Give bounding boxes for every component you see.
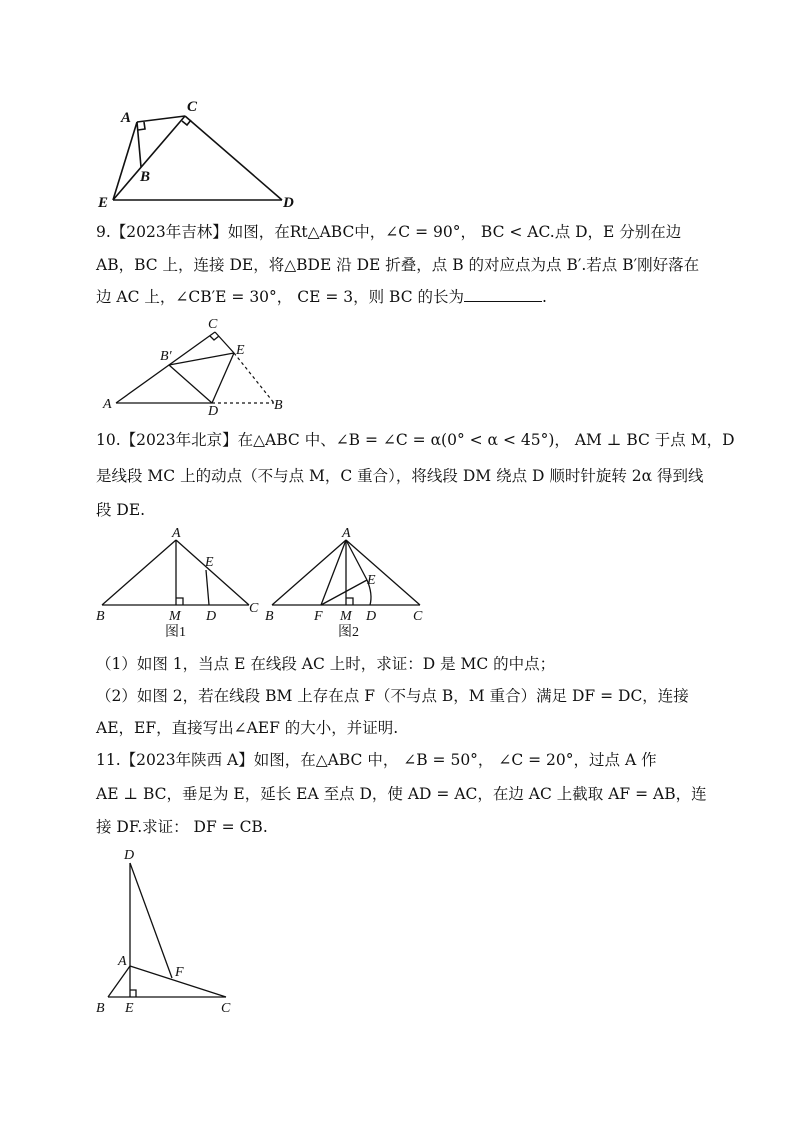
q10-number: 10. [96,431,121,449]
label-C: C [187,99,198,115]
label-A: A [121,110,132,126]
figure-q10-1 [92,528,262,640]
q11-number: 11. [96,751,121,769]
q11-source: 【2023年陕西 A】 [120,751,254,769]
q9-line1: 9.【2023年吉林】如图，在Rt△ABC中，∠C = 90°， BC < AC.点 D，E 分别在边 [96,223,682,241]
label-M: M [340,609,352,624]
label-D: D [208,404,219,419]
label-E: E [125,1001,134,1016]
label-F: F [314,609,323,624]
label-E: E [367,573,376,588]
q11-line3: 接 DF.求证： DF = CB. [96,818,268,836]
q10-line3: 段 DE. [96,501,146,519]
label-B: B [265,609,274,624]
label-B: B [274,398,283,413]
figure-q10-2 [262,528,432,640]
q11-line1: 11.【2023年陕西 A】如图，在△ABC 中， ∠B = 50°， ∠C = 20°，过点 A 作 [96,751,657,769]
label-F: F [175,965,184,980]
label-A: A [103,397,112,412]
caption-fig1: 图1 [165,625,186,640]
label-A: A [342,528,351,541]
q10-part1: （1）如图 1，当点 E 在线段 AC 上时，求证：D 是 MC 的中点； [96,655,556,673]
label-C: C [221,1001,231,1016]
q10-line1: 10.【2023年北京】在△ABC 中、∠B = ∠C = α(0° < α < 45°)， AM ⊥ BC 于点 M，D [96,431,735,449]
q9-source: 【2023年吉林】 [110,223,228,241]
label-B-prime: B′ [160,349,172,364]
answer-blank[interactable] [464,287,542,302]
label-E: E [205,555,214,570]
q9-line3: 边 AC 上，∠CB′E = 30°， CE = 3，则 BC 的长为 . [96,288,547,306]
q10-source: 【2023年北京】 [120,431,238,449]
label-C: C [413,609,423,624]
label-B: B [96,1001,105,1016]
label-D: D [366,609,377,624]
figure-q8 [95,95,315,210]
figure-q11 [92,845,242,1020]
q9-line2: AB，BC 上，连接 DE，将△BDE 沿 DE 折叠，点 B 的对应点为点 B′.若点 B′刚好落在 [96,256,700,274]
label-A: A [172,528,181,541]
label-D: D [206,609,217,624]
label-D: D [283,195,294,210]
q10-part2-line2: AE，EF，直接写出∠AEF 的大小，并证明. [96,719,399,737]
label-M: M [169,609,181,624]
q11-line2: AE ⊥ BC，垂足为 E，延长 EA 至点 D，使 AD = AC，在边 AC 上截取 AF = AB，连 [96,785,707,803]
label-A: A [118,954,127,969]
q10-line2: 是线段 MC 上的动点（不与点 M，C 重合），将线段 DM 绕点 D 顺时针旋转 2α 得到线 [96,467,704,485]
label-E: E [98,195,109,210]
q10-part2-line1: （2）如图 2，若在线段 BM 上存在点 F（不与点 B，M 重合）满足 DF = DC，连接 [96,687,689,705]
label-B: B [96,609,105,624]
label-C: C [249,601,259,616]
caption-fig2: 图2 [338,625,359,640]
figure-q9 [98,312,298,420]
label-C: C [208,317,218,332]
label-D: D [124,848,135,863]
label-B: B [140,169,151,185]
label-E: E [236,343,245,358]
q9-number: 9. [96,223,111,241]
